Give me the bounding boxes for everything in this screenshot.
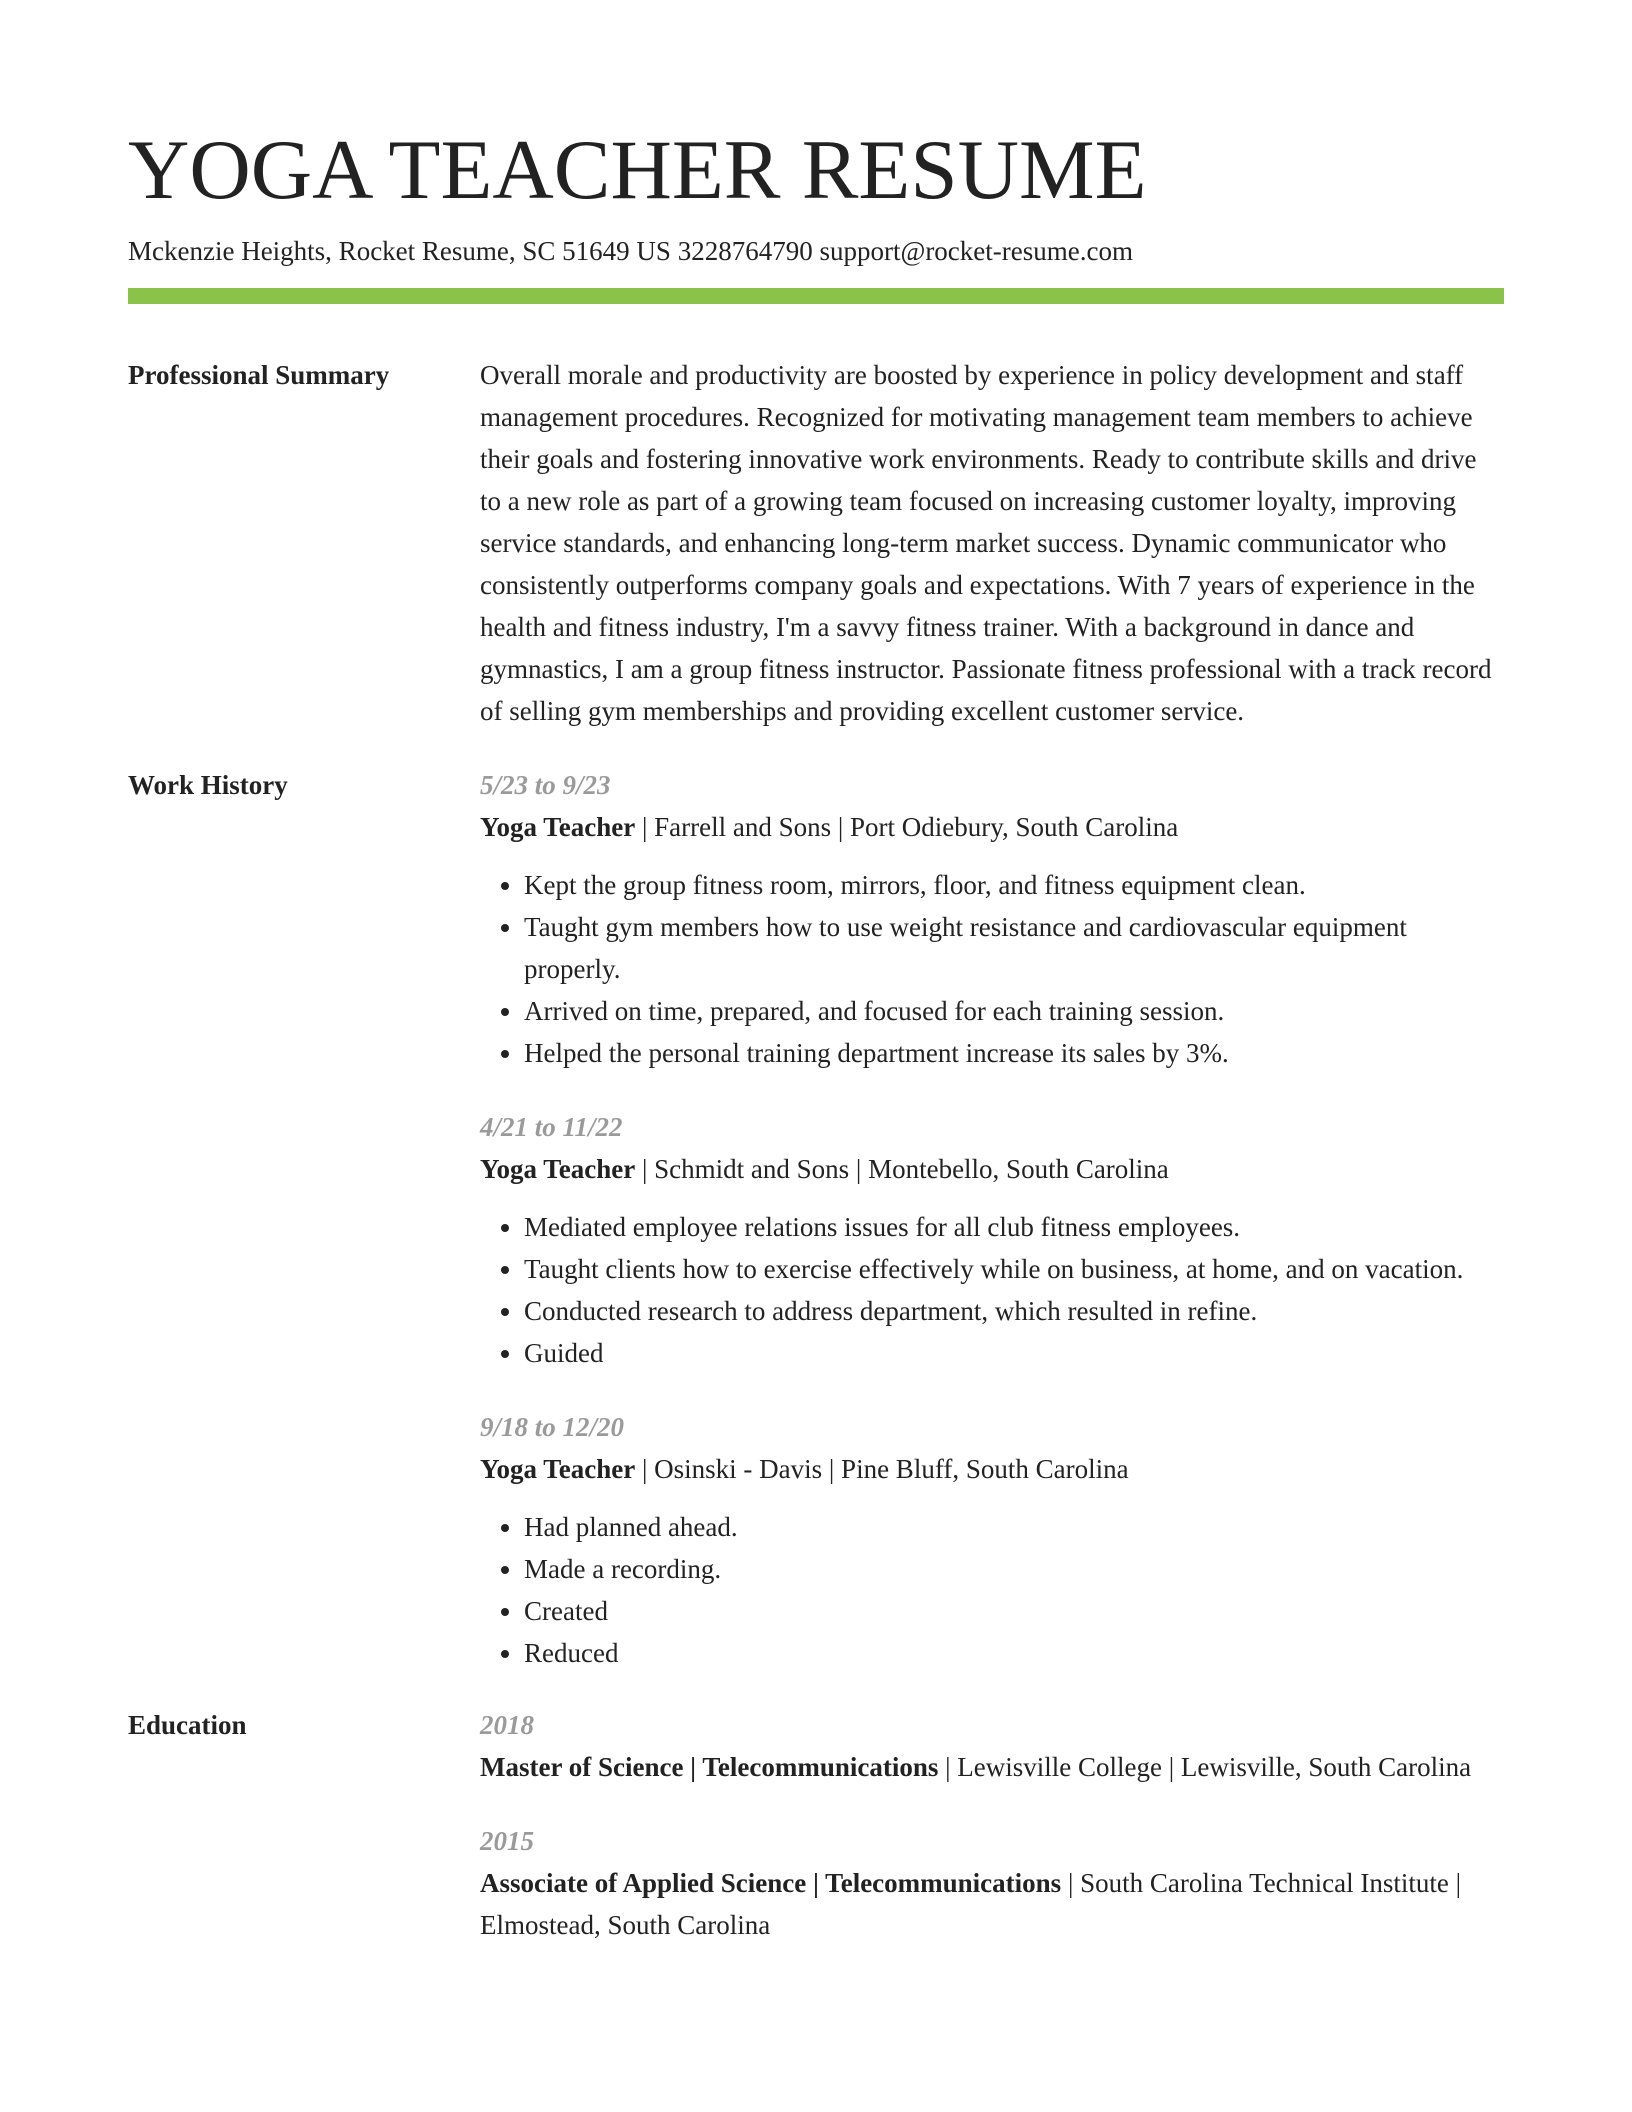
education-degree: Master of Science | Telecommunications [480, 1752, 939, 1782]
section-body-summary [480, 354, 1504, 732]
job-bullet: • Guided [524, 1332, 1504, 1374]
summary-text: Overall morale and productivity are boosted by experience in policy development and staff management procedures. Recognized for motivating management team members to achieve their goals and fostering innovative work environments. Ready to contribute skills and drive to a new role as part of a growing team focused on increasing customer loyalty, improving service standards, and enhancing long-term market success. Dynamic communicator who consistently outperforms company goals and expectations. With 7 years of experience in the health and fitness industry, I'm a savvy fitness trainer. With a background in dance and gymnastics, I am a group fitness instructor. Passionate fitness professional with a track record of selling gym memberships and providing excellent customer service. [480, 360, 1492, 726]
job-bullets [480, 1206, 1504, 1374]
job-heading [480, 1448, 1504, 1490]
job-bullet: • Had planned ahead. [524, 1506, 1504, 1548]
job-bullet: • Arrived on time, prepared, and focused for each training session. [524, 990, 1504, 1032]
job-entry [480, 1406, 1504, 1674]
resume-title: YOGA TEACHER RESUME [128, 123, 1147, 217]
job-bullet: • Made a recording. [524, 1548, 1504, 1590]
section-body-work [480, 764, 1504, 1674]
job-title: Yoga Teacher [480, 1454, 636, 1484]
job-dates: 4/21 to 11/22 [480, 1112, 623, 1142]
job-bullet: • Mediated employee relations issues for all club fitness employees. [524, 1206, 1504, 1248]
job-employer-location: | Osinski - Davis | Pine Bluff, South Carolina [635, 1454, 1129, 1484]
education-heading [480, 1746, 1504, 1788]
contact-email: support@rocket-resume.com [819, 236, 1133, 266]
section-education [128, 1704, 1504, 1946]
section-work-history [128, 764, 1504, 1674]
section-professional-summary [128, 354, 1504, 732]
resume-page [128, 120, 1504, 1946]
job-bullet: • Helped the personal training department increase its sales by 3%. [524, 1032, 1504, 1074]
job-entry [480, 764, 1504, 1074]
job-bullet: • Taught clients how to exercise effectively while on business, at home, and on vacation. [524, 1248, 1504, 1290]
education-degree: Associate of Applied Science | Telecommunications [480, 1868, 1062, 1898]
section-label-summary: Professional Summary [128, 360, 390, 390]
job-bullet: • Conducted research to address department, which resulted in refine. [524, 1290, 1504, 1332]
job-bullets [480, 1506, 1504, 1674]
contact-address: Mckenzie Heights, Rocket Resume, SC 51649 US [128, 236, 671, 266]
job-dates: 5/23 to 9/23 [480, 770, 611, 800]
job-heading [480, 806, 1504, 848]
job-employer-location: | Farrell and Sons | Port Odiebury, South Carolina [635, 812, 1179, 842]
job-bullet: • Kept the group fitness room, mirrors, floor, and fitness equipment clean. [524, 864, 1504, 906]
education-school-location: | South Carolina Technical Institute | Elmostead, South Carolina [480, 1868, 1462, 1940]
education-entry [480, 1704, 1504, 1788]
job-bullet: • Created [524, 1590, 1504, 1632]
section-label-education: Education [128, 1710, 247, 1740]
section-label-work: Work History [128, 770, 288, 800]
education-entry [480, 1820, 1504, 1946]
job-title: Yoga Teacher [480, 1154, 636, 1184]
contact-line [128, 232, 1504, 270]
job-employer-location: | Schmidt and Sons | Montebello, South Carolina [635, 1154, 1169, 1184]
job-dates: 9/18 to 12/20 [480, 1412, 625, 1442]
section-body-education [480, 1704, 1504, 1946]
contact-phone: 3228764790 [677, 236, 813, 266]
job-entry [480, 1106, 1504, 1374]
job-title: Yoga Teacher [480, 812, 636, 842]
job-bullet: • Taught gym members how to use weight resistance and cardiovascular equipment properly. [524, 906, 1504, 990]
education-year: 2015 [480, 1826, 534, 1856]
education-school-location: | Lewisville College | Lewisville, South Carolina [938, 1752, 1472, 1782]
education-year: 2018 [480, 1710, 534, 1740]
job-heading [480, 1148, 1504, 1190]
job-bullet: • Reduced [524, 1632, 1504, 1674]
header-divider [128, 288, 1504, 304]
education-heading [480, 1862, 1504, 1946]
job-bullets [480, 864, 1504, 1074]
